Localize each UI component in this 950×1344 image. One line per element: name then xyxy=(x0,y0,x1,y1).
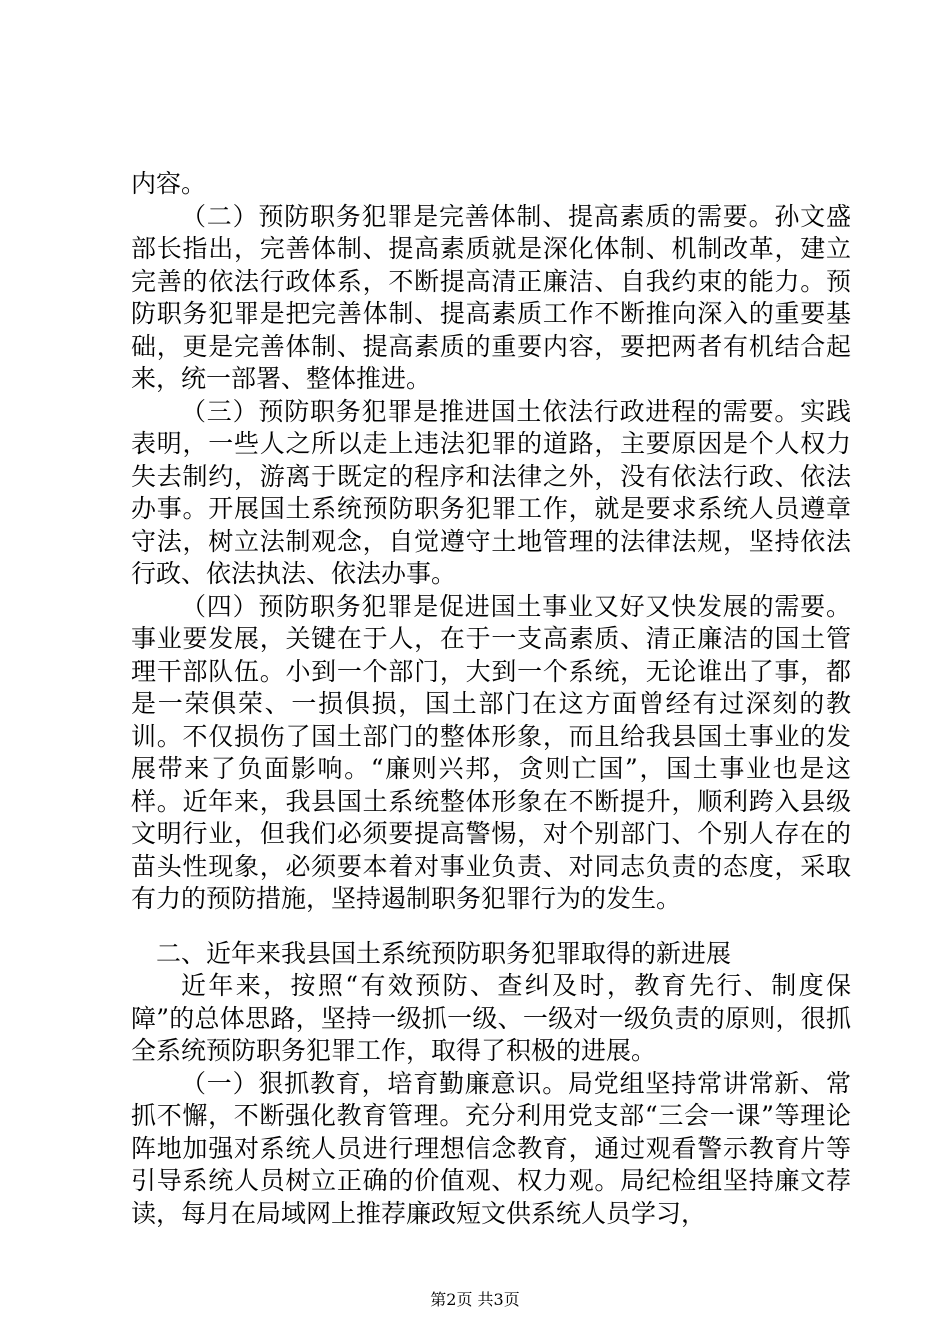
page-footer: 第2页 共3页 xyxy=(430,1290,520,1309)
paragraph-continuation: 内容。 xyxy=(131,169,207,198)
section-heading: 二、近年来我县国土系统预防职务犯罪取得的新进展 xyxy=(156,938,732,968)
document-body xyxy=(131,168,851,1230)
paragraph-point-two: （二）预防职务犯罪是完善体制、提高素质的需要。孙文盛部长指出，完善体制、提高素质就是深化体制、机制改革，建立完善的依法行政体系，不断提高清正廉洁、自我约束的能力。预防职务犯罪是把完善体制、提高素质工作不断推向深入的重要基础，更是完善体制、提高素质的重要内容，要把两者有机结合起来，统一部署、整体推进。 xyxy=(131,201,851,393)
paragraph-point-three: （三）预防职务犯罪是推进国土依法行政进程的需要。实践表明，一些人之所以走上违法犯罪的道路，主要原因是个人权力失去制约，游离于既定的程序和法律之外，没有依法行政、依法办事。开展国土系统预防职务犯罪工作，就是要求系统人员遵章守法，树立法制观念，自觉遵守土地管理的法律法规，坚持依法行政、依法执法、依法办事。 xyxy=(131,396,851,588)
paragraph-point-one: （一）狠抓教育，培育勤廉意识。局党组坚持常讲常新、常抓不懈，不断强化教育管理。充分利用党支部“三会一课”等理论阵地加强对系统人员进行理想信念教育，通过观看警示教育片等引导系统人员树立正确的价值观、权力观。局纪检组坚持廉文荐读，每月在局域网上推荐廉政短文供系统人员学习， xyxy=(131,1068,851,1228)
paragraph-point-four: （四）预防职务犯罪是促进国土事业又好又快发展的需要。事业要发展，关键在于人，在于一支高素质、清正廉洁的国土管理干部队伍。小到一个部门，大到一个系统，无论谁出了事，都是一荣俱荣、一损俱损，国土部门在这方面曾经有过深刻的教训。不仅损伤了国土部门的整体形象，而且给我县国土事业的发展带来了负面影响。“廉则兴邦，贪则亡国”，国土事业也是这样。近年来，我县国土系统整体形象在不断提升，顺利跨入县级文明行业，但我们必须要提高警惕，对个别部门、个别人存在的苗头性现象，必须要本着对事业负责、对同志负责的态度，采取有力的预防措施，坚持遏制职务犯罪行为的发生。 xyxy=(131,591,851,913)
paragraph-section-intro: 近年来，按照“有效预防、查纠及时，教育先行、制度保障”的总体思路，坚持一级抓一级、一级对一级负责的原则，很抓全系统预防职务犯罪工作，取得了积极的进展。 xyxy=(131,971,851,1065)
